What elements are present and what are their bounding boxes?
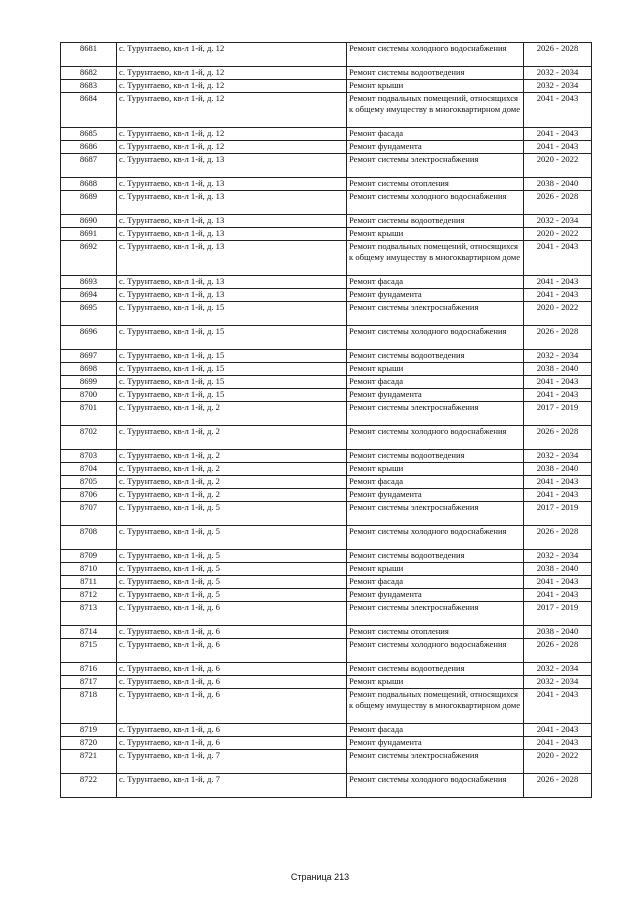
address-cell: с. Турунтаево, кв-л 1-й, д. 13 <box>117 154 347 178</box>
row-number-cell: 8686 <box>61 141 117 154</box>
table-row <box>61 215 592 228</box>
row-number-cell: 8719 <box>61 724 117 737</box>
work-type-cell: Ремонт фасада <box>347 476 524 489</box>
period-cell: 2038 - 2040 <box>524 563 592 576</box>
table-row <box>61 576 592 589</box>
period-cell: 2020 - 2022 <box>524 228 592 241</box>
row-number-cell: 8693 <box>61 276 117 289</box>
address-cell: с. Турунтаево, кв-л 1-й, д. 5 <box>117 563 347 576</box>
address-cell: с. Турунтаево, кв-л 1-й, д. 12 <box>117 80 347 93</box>
address-cell: с. Турунтаево, кв-л 1-й, д. 15 <box>117 326 347 350</box>
period-cell: 2020 - 2022 <box>524 154 592 178</box>
row-number-cell: 8692 <box>61 241 117 276</box>
period-cell: 2017 - 2019 <box>524 402 592 426</box>
work-type-cell: Ремонт системы холодного водоснабжения <box>347 326 524 350</box>
address-cell: с. Турунтаево, кв-л 1-й, д. 6 <box>117 663 347 676</box>
table-row <box>61 589 592 602</box>
work-type-cell: Ремонт крыши <box>347 463 524 476</box>
period-cell: 2041 - 2043 <box>524 689 592 724</box>
period-cell: 2038 - 2040 <box>524 363 592 376</box>
period-cell: 2041 - 2043 <box>524 289 592 302</box>
table-row <box>61 526 592 550</box>
address-cell: с. Турунтаево, кв-л 1-й, д. 6 <box>117 689 347 724</box>
period-cell: 2032 - 2034 <box>524 67 592 80</box>
row-number-cell: 8717 <box>61 676 117 689</box>
period-cell: 2020 - 2022 <box>524 750 592 774</box>
table-body <box>61 43 592 798</box>
work-type-cell: Ремонт системы электроснабжения <box>347 154 524 178</box>
address-cell: с. Турунтаево, кв-л 1-й, д. 2 <box>117 489 347 502</box>
work-type-cell: Ремонт системы водоотведения <box>347 550 524 563</box>
period-cell: 2041 - 2043 <box>524 241 592 276</box>
table-row <box>61 563 592 576</box>
period-cell: 2032 - 2034 <box>524 350 592 363</box>
period-cell: 2041 - 2043 <box>524 128 592 141</box>
row-number-cell: 8681 <box>61 43 117 67</box>
work-type-cell: Ремонт системы водоотведения <box>347 663 524 676</box>
address-cell: с. Турунтаево, кв-л 1-й, д. 5 <box>117 589 347 602</box>
table-row <box>61 489 592 502</box>
address-cell: с. Турунтаево, кв-л 1-й, д. 12 <box>117 43 347 67</box>
table-row <box>61 639 592 663</box>
table-row <box>61 737 592 750</box>
row-number-cell: 8710 <box>61 563 117 576</box>
address-cell: с. Турунтаево, кв-л 1-й, д. 5 <box>117 526 347 550</box>
address-cell: с. Турунтаево, кв-л 1-й, д. 7 <box>117 774 347 798</box>
address-cell: с. Турунтаево, кв-л 1-й, д. 12 <box>117 67 347 80</box>
table-row <box>61 43 592 67</box>
table-row <box>61 241 592 276</box>
table-row <box>61 276 592 289</box>
period-cell: 2032 - 2034 <box>524 215 592 228</box>
address-cell: с. Турунтаево, кв-л 1-й, д. 6 <box>117 676 347 689</box>
row-number-cell: 8707 <box>61 502 117 526</box>
table-row <box>61 463 592 476</box>
address-cell: с. Турунтаево, кв-л 1-й, д. 7 <box>117 750 347 774</box>
address-cell: с. Турунтаево, кв-л 1-й, д. 12 <box>117 93 347 128</box>
address-cell: с. Турунтаево, кв-л 1-й, д. 5 <box>117 502 347 526</box>
row-number-cell: 8714 <box>61 626 117 639</box>
row-number-cell: 8704 <box>61 463 117 476</box>
work-type-cell: Ремонт подвальных помещений, относящихся к общему имуществу в многоквартирном доме <box>347 241 524 276</box>
address-cell: с. Турунтаево, кв-л 1-й, д. 13 <box>117 215 347 228</box>
row-number-cell: 8720 <box>61 737 117 750</box>
row-number-cell: 8684 <box>61 93 117 128</box>
period-cell: 2041 - 2043 <box>524 476 592 489</box>
row-number-cell: 8687 <box>61 154 117 178</box>
row-number-cell: 8690 <box>61 215 117 228</box>
work-type-cell: Ремонт системы водоотведения <box>347 67 524 80</box>
table-row <box>61 154 592 178</box>
row-number-cell: 8691 <box>61 228 117 241</box>
address-cell: с. Турунтаево, кв-л 1-й, д. 6 <box>117 737 347 750</box>
work-type-cell: Ремонт системы водоотведения <box>347 450 524 463</box>
work-type-cell: Ремонт системы холодного водоснабжения <box>347 426 524 450</box>
row-number-cell: 8702 <box>61 426 117 450</box>
work-type-cell: Ремонт крыши <box>347 676 524 689</box>
period-cell: 2032 - 2034 <box>524 550 592 563</box>
row-number-cell: 8694 <box>61 289 117 302</box>
period-cell: 2041 - 2043 <box>524 376 592 389</box>
row-number-cell: 8709 <box>61 550 117 563</box>
work-type-cell: Ремонт системы холодного водоснабжения <box>347 191 524 215</box>
table-row <box>61 774 592 798</box>
work-type-cell: Ремонт системы холодного водоснабжения <box>347 526 524 550</box>
work-type-cell: Ремонт крыши <box>347 228 524 241</box>
period-cell: 2026 - 2028 <box>524 191 592 215</box>
work-type-cell: Ремонт крыши <box>347 80 524 93</box>
work-type-cell: Ремонт фасада <box>347 724 524 737</box>
row-number-cell: 8713 <box>61 602 117 626</box>
address-cell: с. Турунтаево, кв-л 1-й, д. 2 <box>117 476 347 489</box>
period-cell: 2032 - 2034 <box>524 663 592 676</box>
address-cell: с. Турунтаево, кв-л 1-й, д. 6 <box>117 639 347 663</box>
address-cell: с. Турунтаево, кв-л 1-й, д. 15 <box>117 350 347 363</box>
table-row <box>61 663 592 676</box>
row-number-cell: 8688 <box>61 178 117 191</box>
period-cell: 2026 - 2028 <box>524 426 592 450</box>
row-number-cell: 8699 <box>61 376 117 389</box>
row-number-cell: 8718 <box>61 689 117 724</box>
period-cell: 2038 - 2040 <box>524 463 592 476</box>
table-row <box>61 93 592 128</box>
work-type-cell: Ремонт системы водоотведения <box>347 350 524 363</box>
period-cell: 2041 - 2043 <box>524 389 592 402</box>
period-cell: 2041 - 2043 <box>524 576 592 589</box>
period-cell: 2041 - 2043 <box>524 589 592 602</box>
address-cell: с. Турунтаево, кв-л 1-й, д. 12 <box>117 141 347 154</box>
period-cell: 2032 - 2034 <box>524 80 592 93</box>
table-row <box>61 191 592 215</box>
work-type-cell: Ремонт системы электроснабжения <box>347 402 524 426</box>
work-type-cell: Ремонт системы водоотведения <box>347 215 524 228</box>
period-cell: 2020 - 2022 <box>524 302 592 326</box>
row-number-cell: 8701 <box>61 402 117 426</box>
row-number-cell: 8703 <box>61 450 117 463</box>
work-type-cell: Ремонт системы отопления <box>347 626 524 639</box>
address-cell: с. Турунтаево, кв-л 1-й, д. 13 <box>117 178 347 191</box>
period-cell: 2017 - 2019 <box>524 602 592 626</box>
table-row <box>61 128 592 141</box>
address-cell: с. Турунтаево, кв-л 1-й, д. 13 <box>117 228 347 241</box>
address-cell: с. Турунтаево, кв-л 1-й, д. 6 <box>117 626 347 639</box>
row-number-cell: 8685 <box>61 128 117 141</box>
work-type-cell: Ремонт фундамента <box>347 389 524 402</box>
row-number-cell: 8695 <box>61 302 117 326</box>
address-cell: с. Турунтаево, кв-л 1-й, д. 13 <box>117 241 347 276</box>
table-row <box>61 302 592 326</box>
work-type-cell: Ремонт крыши <box>347 363 524 376</box>
period-cell: 2026 - 2028 <box>524 43 592 67</box>
address-cell: с. Турунтаево, кв-л 1-й, д. 6 <box>117 724 347 737</box>
address-cell: с. Турунтаево, кв-л 1-й, д. 5 <box>117 550 347 563</box>
address-cell: с. Турунтаево, кв-л 1-й, д. 2 <box>117 463 347 476</box>
row-number-cell: 8698 <box>61 363 117 376</box>
address-cell: с. Турунтаево, кв-л 1-й, д. 5 <box>117 576 347 589</box>
period-cell: 2041 - 2043 <box>524 141 592 154</box>
work-type-cell: Ремонт крыши <box>347 563 524 576</box>
work-type-cell: Ремонт фундамента <box>347 141 524 154</box>
address-cell: с. Турунтаево, кв-л 1-й, д. 15 <box>117 302 347 326</box>
work-type-cell: Ремонт системы холодного водоснабжения <box>347 639 524 663</box>
row-number-cell: 8716 <box>61 663 117 676</box>
work-type-cell: Ремонт подвальных помещений, относящихся к общему имуществу в многоквартирном доме <box>347 689 524 724</box>
table-row <box>61 389 592 402</box>
table-row <box>61 80 592 93</box>
period-cell: 2041 - 2043 <box>524 737 592 750</box>
period-cell: 2041 - 2043 <box>524 489 592 502</box>
table-row <box>61 363 592 376</box>
period-cell: 2041 - 2043 <box>524 724 592 737</box>
work-type-cell: Ремонт подвальных помещений, относящихся к общему имуществу в многоквартирном доме <box>347 93 524 128</box>
address-cell: с. Турунтаево, кв-л 1-й, д. 15 <box>117 376 347 389</box>
address-cell: с. Турунтаево, кв-л 1-й, д. 12 <box>117 128 347 141</box>
period-cell: 2032 - 2034 <box>524 450 592 463</box>
address-cell: с. Турунтаево, кв-л 1-й, д. 13 <box>117 276 347 289</box>
table-row <box>61 426 592 450</box>
table-row <box>61 602 592 626</box>
work-type-cell: Ремонт фундамента <box>347 489 524 502</box>
address-cell: с. Турунтаево, кв-л 1-й, д. 2 <box>117 426 347 450</box>
period-cell: 2026 - 2028 <box>524 774 592 798</box>
work-type-cell: Ремонт фундамента <box>347 589 524 602</box>
table-row <box>61 676 592 689</box>
row-number-cell: 8708 <box>61 526 117 550</box>
work-type-cell: Ремонт фасада <box>347 128 524 141</box>
period-cell: 2041 - 2043 <box>524 276 592 289</box>
work-type-cell: Ремонт системы электроснабжения <box>347 502 524 526</box>
table-row <box>61 376 592 389</box>
repair-schedule-table <box>60 42 592 798</box>
table-row <box>61 626 592 639</box>
period-cell: 2038 - 2040 <box>524 626 592 639</box>
row-number-cell: 8700 <box>61 389 117 402</box>
period-cell: 2032 - 2034 <box>524 676 592 689</box>
period-cell: 2038 - 2040 <box>524 178 592 191</box>
row-number-cell: 8697 <box>61 350 117 363</box>
work-type-cell: Ремонт фасада <box>347 576 524 589</box>
table-row <box>61 326 592 350</box>
period-cell: 2017 - 2019 <box>524 502 592 526</box>
address-cell: с. Турунтаево, кв-л 1-й, д. 15 <box>117 389 347 402</box>
row-number-cell: 8706 <box>61 489 117 502</box>
table-row <box>61 228 592 241</box>
row-number-cell: 8696 <box>61 326 117 350</box>
table-row <box>61 502 592 526</box>
row-number-cell: 8689 <box>61 191 117 215</box>
table-row <box>61 476 592 489</box>
work-type-cell: Ремонт системы отопления <box>347 178 524 191</box>
address-cell: с. Турунтаево, кв-л 1-й, д. 15 <box>117 363 347 376</box>
table-row <box>61 550 592 563</box>
period-cell: 2026 - 2028 <box>524 526 592 550</box>
table-row <box>61 178 592 191</box>
table-row <box>61 289 592 302</box>
period-cell: 2041 - 2043 <box>524 93 592 128</box>
row-number-cell: 8721 <box>61 750 117 774</box>
work-type-cell: Ремонт системы электроснабжения <box>347 302 524 326</box>
row-number-cell: 8683 <box>61 80 117 93</box>
page-number: Страница 213 <box>290 872 350 882</box>
table-row <box>61 724 592 737</box>
row-number-cell: 8705 <box>61 476 117 489</box>
work-type-cell: Ремонт фасада <box>347 376 524 389</box>
work-type-cell: Ремонт фасада <box>347 276 524 289</box>
period-cell: 2026 - 2028 <box>524 639 592 663</box>
work-type-cell: Ремонт фундамента <box>347 289 524 302</box>
table-row <box>61 67 592 80</box>
work-type-cell: Ремонт системы холодного водоснабжения <box>347 43 524 67</box>
table-row <box>61 141 592 154</box>
row-number-cell: 8711 <box>61 576 117 589</box>
row-number-cell: 8682 <box>61 67 117 80</box>
table-row <box>61 350 592 363</box>
address-cell: с. Турунтаево, кв-л 1-й, д. 2 <box>117 402 347 426</box>
row-number-cell: 8722 <box>61 774 117 798</box>
work-type-cell: Ремонт фундамента <box>347 737 524 750</box>
work-type-cell: Ремонт системы электроснабжения <box>347 750 524 774</box>
address-cell: с. Турунтаево, кв-л 1-й, д. 13 <box>117 289 347 302</box>
work-type-cell: Ремонт системы холодного водоснабжения <box>347 774 524 798</box>
work-type-cell: Ремонт системы электроснабжения <box>347 602 524 626</box>
table-row <box>61 750 592 774</box>
table-row <box>61 689 592 724</box>
row-number-cell: 8715 <box>61 639 117 663</box>
address-cell: с. Турунтаево, кв-л 1-й, д. 2 <box>117 450 347 463</box>
period-cell: 2026 - 2028 <box>524 326 592 350</box>
address-cell: с. Турунтаево, кв-л 1-й, д. 13 <box>117 191 347 215</box>
table-row <box>61 402 592 426</box>
table-row <box>61 450 592 463</box>
address-cell: с. Турунтаево, кв-л 1-й, д. 6 <box>117 602 347 626</box>
row-number-cell: 8712 <box>61 589 117 602</box>
